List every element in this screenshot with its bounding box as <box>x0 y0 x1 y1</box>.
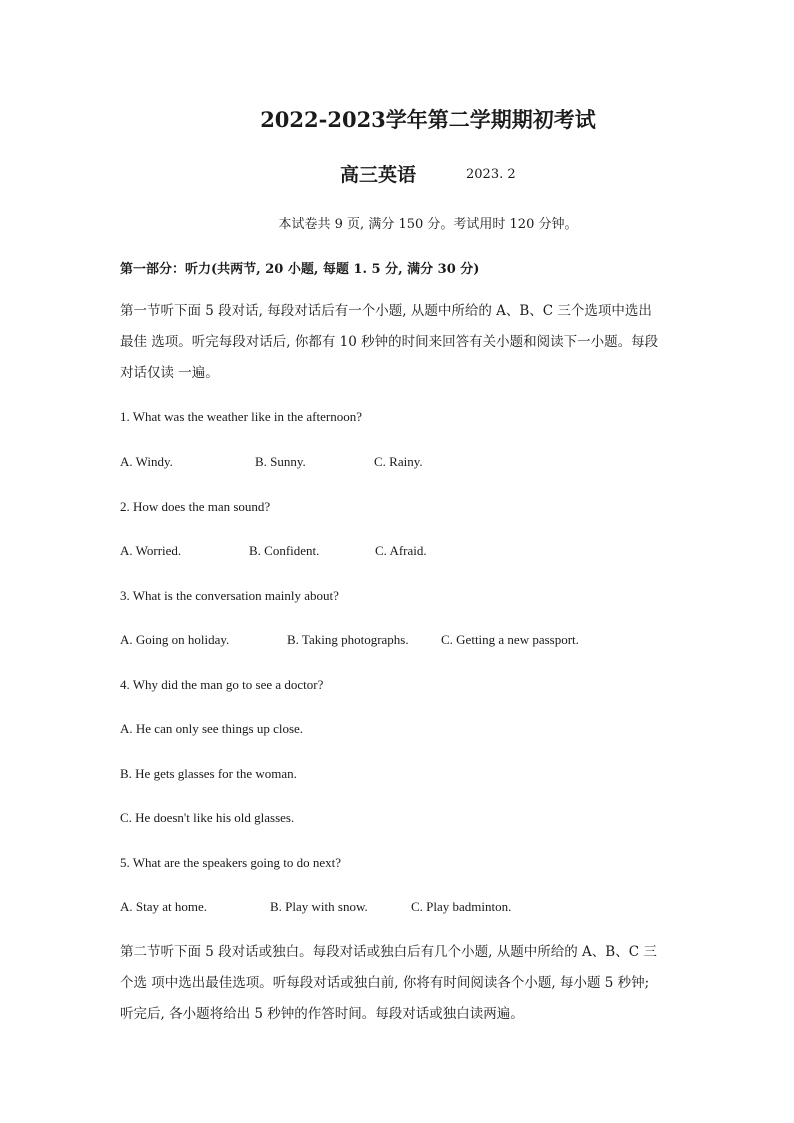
option-c: C. Rainy. <box>374 454 423 469</box>
exam-title: 2022-2023学年第二学期期初考试 <box>260 107 596 132</box>
exam-date: 2023. 2 <box>466 167 516 182</box>
question-stem: 1. What was the weather like in the afternoon? <box>120 409 362 424</box>
question-stem: 2. How does the man sound? <box>120 499 271 514</box>
section1-instructions <box>120 296 680 389</box>
question-stem: 4. Why did the man go to see a doctor? <box>120 677 324 692</box>
option-b: B. Confident. <box>249 543 320 558</box>
question-stem: 5. What are the speakers going to do next? <box>120 855 342 870</box>
option-a: A. Worried. <box>120 543 182 558</box>
section1-line: 第一节听下面 5 段对话, 每段对话后有一个小题, 从题中所给的 A、B、C 三个选项中选出 <box>120 303 652 319</box>
option-c: C. Afraid. <box>375 543 427 558</box>
part1-heading: 第一部分：听力(共两节, 20 小题, 每题 1. 5 分, 满分 30 分) <box>120 262 480 277</box>
exam-intro: 本试卷共 9 页, 满分 150 分。考试用时 120 分钟。 <box>278 217 578 232</box>
section2-line: 听完后, 各小题将给出 5 秒钟的作答时间。每段对话或独白读两遍。 <box>120 1006 524 1022</box>
option-a: A. Going on holiday. <box>120 632 230 647</box>
option-a: A. Windy. <box>120 454 173 469</box>
option-c: C. Play badminton. <box>411 899 512 914</box>
option-c: C. Getting a new passport. <box>441 632 579 647</box>
section2-line: 第二节听下面 5 段对话或独白。每段对话或独白后有几个小题, 从题中所给的 A、B、C 三 <box>120 944 657 960</box>
option-a: A. Stay at home. <box>120 899 208 914</box>
option-c: C. He doesn't like his old glasses. <box>120 810 295 825</box>
question-stem: 3. What is the conversation mainly about? <box>120 588 339 603</box>
option-b: B. He gets glasses for the woman. <box>120 766 297 781</box>
section1-line: 最佳 选项。听完每段对话后, 你都有 10 秒钟的时间来回答有关小题和阅读下一小题。每段 <box>120 334 659 350</box>
option-b: B. Taking photographs. <box>287 632 409 647</box>
option-a: A. He can only see things up close. <box>120 721 304 736</box>
section1-line: 对话仅读 一遍。 <box>120 365 219 381</box>
section2-instructions <box>120 937 680 1030</box>
option-b: B. Play with snow. <box>270 899 368 914</box>
section2-line: 个选 项中选出最佳选项。听每段对话或独白前, 你将有时间阅读各个小题, 每小题 5 秒钟; <box>120 975 650 991</box>
option-b: B. Sunny. <box>255 454 306 469</box>
subject-title: 高三英语 <box>340 164 417 186</box>
